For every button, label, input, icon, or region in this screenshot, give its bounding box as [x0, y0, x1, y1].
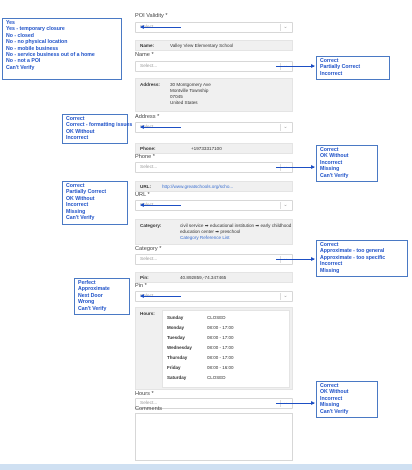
option-text: Approximate — [78, 286, 110, 293]
name-info-key: Name: — [140, 43, 155, 48]
poi-validity-label: POI Validity * — [135, 13, 168, 19]
hours-info-key: Hours: — [140, 311, 155, 316]
option-text: Incorrect — [320, 70, 343, 77]
category-path: education center ➡ preschool — [180, 229, 241, 234]
day-label: Monday — [167, 325, 185, 330]
phone-info-value: +19733317100 — [191, 146, 222, 151]
url-options-callout — [62, 181, 128, 225]
url-label: URL * — [135, 192, 150, 198]
phone-label: Phone * — [135, 154, 155, 160]
option-text: OK Without — [66, 195, 95, 202]
arrow-icon — [141, 296, 181, 297]
comments-textarea[interactable] — [135, 413, 293, 461]
option-text: Correct — [320, 58, 339, 64]
option-text: Wrong — [78, 299, 95, 306]
day-label: Saturday — [167, 375, 187, 380]
category-select[interactable] — [135, 254, 293, 265]
option-text: Correct — [66, 116, 85, 122]
option-text: Incorrect — [66, 202, 89, 209]
option-text: Partially Correct — [66, 189, 107, 196]
arrow-icon — [141, 27, 181, 28]
option-text: OK Without — [320, 389, 349, 396]
arrow-icon — [141, 205, 181, 206]
option-text: Perfect — [78, 280, 96, 286]
option-text: Next Door — [78, 292, 103, 299]
hours-value: CLOSED — [207, 375, 226, 380]
name-info-value: Valley View Elementary School — [170, 43, 234, 48]
arrow-icon — [141, 127, 181, 128]
hours-value: CLOSED — [207, 315, 226, 320]
day-label: Sunday — [167, 315, 184, 320]
bottom-bar — [0, 464, 412, 470]
category-info-key: Category: — [140, 223, 162, 228]
category-reference-link[interactable]: Category Reference List — [180, 235, 230, 240]
hours-label: Hours * — [135, 391, 154, 397]
phone-info-box — [135, 143, 293, 154]
address-info-key: Address: — [140, 82, 160, 87]
day-label: Friday — [167, 365, 181, 370]
option-text: Incorrect — [320, 261, 343, 268]
hours-info-box — [135, 307, 293, 390]
phone-options-callout — [316, 145, 378, 182]
option-text: Missing — [320, 402, 340, 409]
option-text: Can't Verify — [6, 64, 35, 71]
hours-options-callout — [316, 381, 378, 418]
option-text: Correct — [320, 383, 339, 389]
address-info-box — [135, 78, 293, 112]
pin-label: Pin * — [135, 283, 147, 289]
pin-info-value: 40.892859,-74.347465 — [180, 275, 227, 280]
option-text: No - service business out of a home — [6, 52, 95, 59]
option-text: Yes — [6, 20, 15, 26]
poi-validity-options-callout — [2, 18, 122, 80]
name-info-box — [135, 40, 293, 51]
url-info-key: URL: — [140, 184, 151, 189]
option-text: Can't Verify — [78, 305, 107, 312]
chevron-down-icon[interactable]: ⌄ — [280, 124, 290, 131]
day-label: Tuesday — [167, 335, 185, 340]
hours-value: 08:00 - 17:00 — [207, 335, 234, 340]
category-options-callout — [316, 240, 408, 277]
name-label: Name * — [135, 52, 154, 58]
hours-value: 08:00 - 16:00 — [207, 365, 234, 370]
pin-options-callout — [74, 278, 130, 315]
name-options-callout — [316, 56, 390, 80]
option-text: Incorrect — [320, 395, 343, 402]
chevron-down-icon[interactable]: ⌄ — [280, 202, 290, 209]
option-text: Yes - temporary closure — [6, 26, 65, 33]
option-text: Correct - formatting issues — [66, 122, 133, 129]
option-text: No - not a POI — [6, 58, 41, 65]
option-text: Incorrect — [66, 135, 89, 142]
url-info-box — [135, 181, 293, 192]
option-text: No - no physical location — [6, 39, 68, 46]
option-text: Correct — [66, 183, 85, 189]
option-text: OK Without — [66, 128, 95, 135]
address-line: Montville Township — [170, 88, 209, 93]
arrow-icon — [276, 259, 314, 260]
address-line: United States — [170, 100, 198, 105]
hours-value: 08:00 - 17:00 — [207, 345, 234, 350]
option-text: Partially Correct — [320, 64, 361, 71]
category-path: civil service ➡ educational institution ➡ early childhood — [180, 223, 292, 228]
option-text: Missing — [320, 267, 340, 274]
hours-placeholder: Select... — [140, 400, 158, 406]
option-text: Incorrect — [320, 159, 343, 166]
arrow-icon — [276, 403, 314, 404]
address-label: Address * — [135, 114, 160, 120]
address-line: 07045 — [170, 94, 183, 99]
url-link[interactable]: http://www.greatschools.org/scho... — [162, 184, 234, 189]
phone-placeholder: Select... — [140, 164, 158, 170]
pin-info-box — [135, 272, 293, 283]
option-text: Approximate - too general — [320, 248, 385, 255]
day-label: Wednesday — [167, 345, 192, 350]
comments-label: Comments — [135, 406, 163, 412]
phone-info-key: Phone: — [140, 146, 156, 151]
hours-table — [162, 310, 290, 388]
pin-info-key: Pin: — [140, 275, 149, 280]
phone-select[interactable] — [135, 162, 293, 173]
option-text: OK Without — [320, 153, 349, 160]
option-text: Approximate - too specific — [320, 254, 386, 261]
category-label: Category * — [135, 246, 162, 252]
arrow-icon — [276, 66, 314, 67]
option-text: Can't Verify — [320, 408, 349, 415]
option-text: Missing — [66, 208, 86, 215]
category-placeholder: Select... — [140, 256, 158, 262]
chevron-down-icon[interactable]: ⌄ — [280, 24, 290, 31]
category-info-box — [135, 219, 293, 245]
hours-value: 08:00 - 17:00 — [207, 325, 234, 330]
arrow-icon — [276, 167, 314, 168]
hours-value: 08:00 - 17:00 — [207, 355, 234, 360]
address-options-callout — [62, 114, 133, 144]
option-text: No - mobile business — [6, 45, 59, 52]
option-text: Correct — [320, 242, 339, 248]
day-label: Thursday — [167, 355, 188, 360]
option-text: Can't Verify — [320, 172, 349, 179]
option-text: Correct — [320, 147, 339, 153]
name-placeholder: Select... — [140, 63, 158, 69]
option-text: No - closed — [6, 32, 34, 39]
name-select[interactable] — [135, 61, 293, 72]
option-text: Can't Verify — [66, 215, 95, 222]
option-text: Missing — [320, 166, 340, 173]
address-line: 30 Montgomery Ave — [170, 82, 211, 87]
chevron-down-icon[interactable]: ⌄ — [280, 293, 290, 300]
